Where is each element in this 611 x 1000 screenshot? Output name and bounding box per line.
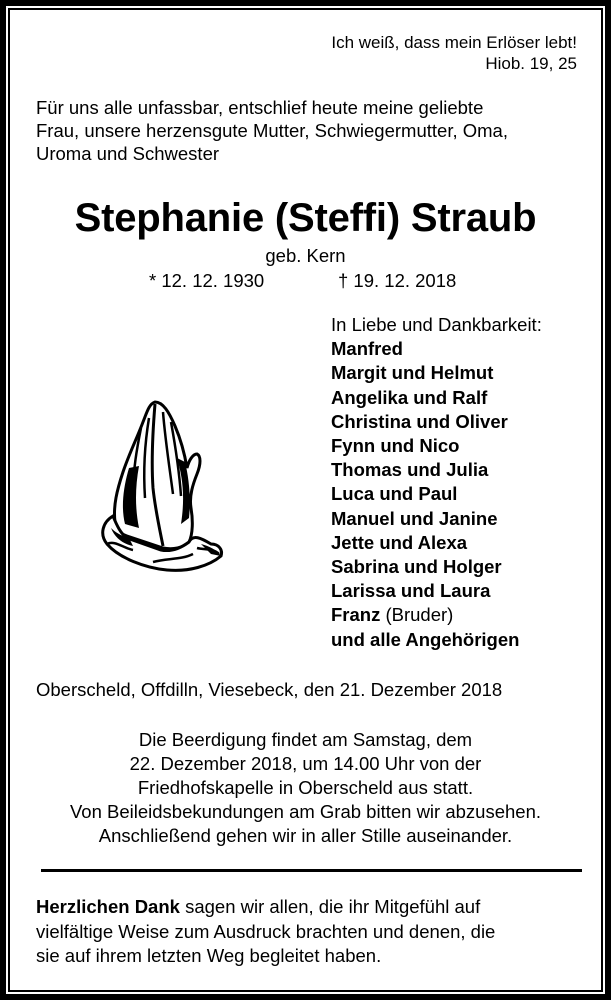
funeral-info [0,728,611,848]
funeral-line: Anschließend gehen wir in aller Stille auseinander. [98,825,513,846]
thanks-bold: Herzlichen Dank [36,896,180,917]
birth-date: * 12. 12. 1930 [149,270,265,291]
intro-line: Frau, unsere herzensgute Mutter, Schwiegermutter, Oma, [36,120,508,141]
mourner-name: Christina und Oliver [331,410,508,432]
thanks-line [36,895,581,920]
mourner-name: Larissa und Laura [331,580,491,602]
funeral-line: Die Beerdigung findet am Samstag, dem [138,729,473,750]
place-date: Oberscheld, Offdilln, Viesebeck, den 21. Dezember 2018 [36,679,503,700]
death-date: † 19. 12. 2018 [338,270,457,291]
funeral-line: Von Beileidsbekundungen am Grab bitten wir abzusehen. [69,801,542,822]
mourner-name: Jette und Alexa [331,531,468,553]
maiden-name: geb. Kern [265,245,346,266]
mourner-name: Manuel und Janine [331,507,498,529]
divider-line [41,869,582,872]
mourner-name: Margit und Helmut [331,362,494,384]
thanks-line: vielfältige Weise zum Ausdruck brachten und denen, die [36,920,496,942]
mourner-name: Fynn und Nico [331,435,460,457]
funeral-line: 22. Dezember 2018, um 14.00 Uhr von der [129,753,482,774]
bible-quote [331,32,577,74]
deceased-name: Stephanie (Steffi) Straub [74,196,537,240]
mourner-brother [331,603,542,627]
mourner-name: Sabrina und Holger [331,556,502,578]
intro-line: Für uns alle unfassbar, entschlief heute meine geliebte [36,97,484,118]
mourners-closing: und alle Angehörigen [331,628,520,650]
brother-name: Franz [331,604,381,626]
thanks-line: sie auf ihrem letzten Weg begleitet haben. [36,945,382,966]
praying-hands-icon [93,398,228,578]
intro-line: Uroma und Schwester [36,143,220,164]
thanks-line-rest: sagen wir allen, die ihr Mitgefühl auf [179,896,481,917]
intro-text [36,96,581,165]
funeral-line: Friedhofskapelle in Oberscheld aus statt. [137,777,474,798]
brother-note: (Bruder) [380,604,454,626]
mourner-name: Luca und Paul [331,483,458,505]
mourner-name: Angelika und Ralf [331,386,488,408]
mourners-heading: In Liebe und Dankbarkeit: [331,314,542,335]
quote-text: Ich weiß, dass mein Erlöser lebt! [331,33,577,52]
mourner-name: Manfred [331,338,403,360]
thanks-text [36,895,581,969]
mourner-name: Thomas und Julia [331,459,489,481]
mourners-list [331,313,542,652]
quote-reference: Hiob. 19, 25 [485,54,577,73]
